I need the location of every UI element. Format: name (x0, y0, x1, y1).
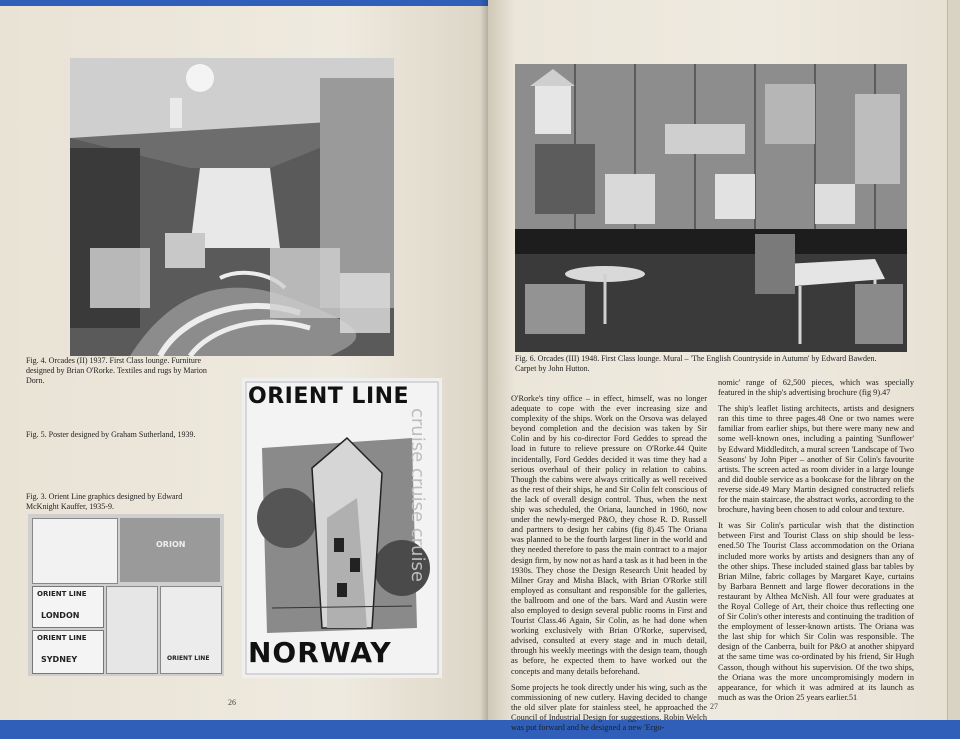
poster-side-text: cruise cruise cruise (407, 408, 428, 582)
poster-destination: NORWAY (248, 636, 392, 669)
graphic-card-right (160, 586, 222, 674)
fig4-caption: Fig. 4. Orcades (II) 1937. First Class lounge. Furniture designed by Brian O'Rorke. Textiles and rugs by Marion Dorn. (26, 356, 207, 385)
paragraph: It was Sir Colin's particular wish that the distinction between First and Tourist Class on ship should be less-ened.50 The Tourist Class accommodation on the Oriana included more works by artists and designers than any of the other ships. These included stained glass bar tables by Brian Milne, fabric collages by Margaret Kaye, curtains by Barbara Bennett and large flower decorations in the restaurant by Althea McNish. All four were graduates at the Royal College of Art, their choice thus reflecting one of Sir Colin's other interests and continuing the tradition of the employment of lesser-known artists. The Oriana was the last ship for which Sir Colin was responsible. The design of the Canberra, built for P&O at another shipyard at the same time was co-ordinated by his friend, Sir Hugh Casson, though without his supervision. Of the two ships, the Oriana was the more uncompromisingly modern in appearance, for which it was admired at its launch as much as was the Orion 25 years earlier.51 (718, 521, 914, 702)
orient-line-label: ORIENT LINE (37, 590, 87, 598)
graphic-card-1 (32, 518, 118, 584)
graphic-card-mid (106, 586, 158, 674)
london-label: LONDON (41, 611, 80, 620)
fig3-graphics-collage (28, 514, 224, 676)
page-number-left: 26 (228, 698, 236, 707)
text-column-2 (718, 378, 914, 709)
fig5-poster (242, 378, 442, 678)
page-number-right: 27 (710, 702, 718, 711)
left-page (0, 6, 488, 720)
right-page (488, 0, 948, 732)
fig4-lounge-photo (70, 58, 394, 356)
book-edge (947, 0, 960, 720)
paragraph: The ship's leaflet listing architects, artists and designers ran this time to three pages.48 One or two names were familiar from earlier ships, but there were many new and some well-known ones, including a painting 'Sunflower' by Edward Middleditch, a mural screen 'Landscape of Two Seasons' by John Piper – another of Sir Colin's favourite artists. The screen acted as room divider in a large lounge and did double service as a bookcase for the library on the reverse side.49 Mary Martin designed constructed reliefs for the main staircase, the abstract works, according to the brochure, having been chosen to add colour and texture. (718, 404, 914, 515)
paragraph: nomic' range of 62,500 pieces, which was specially featured in the ship's advertising brochure (fig 9).47 (718, 378, 914, 398)
graphic-card-sydney (32, 630, 104, 674)
graphic-card-orion (120, 518, 220, 582)
orient-line-label: ORIENT LINE (167, 655, 210, 662)
fig5-caption: Fig. 5. Poster designed by Graham Sutherland, 1939. (26, 430, 196, 439)
paragraph: Some projects he took directly under his wing, such as the commissioning of new cutlery. Having decided to change the old silver plate for stainless steel, he approached the Council of Industrial Design for suggestions. Robin Welch was put forward and he designed a new 'Ergo- (511, 682, 707, 732)
paragraph: O'Rorke's tiny office – in effect, himself, was no longer adequate to cope with the ever increasing size and complexity of the ships. Work on the Orsova was delayed beyond completion and the decision was taken by Sir Colin and by his co-director Ford Geddes to spread the load in future to relieve pressure on O'Rorke.44 Quite incidentally, Ford Geddes decided it was time they had a serious overhaul of their policy in relation to cabins. Though the cabins were always critically as well received as the rest of their ships, he and Sir Colin felt conscious of the lack of overall design control. Thus, when the next ship was scheduled, the Oriana, launched in 1960, now under the newly-merged P&O, they chose R. D. Russell and partners to design her cabins (fig 8).45 The Oriana was planned to be the fourth largest liner in the world and they needed therefore to pass the main contract to a major design firm, by now not as hard a task as it had been in the 1930s. They chose the Design Research Unit headed by Milner Gray and Misha Black, with Brian O'Rorke still employed as consultant and responsible for the galleries, the ballroom and one of the bars. Ward and Austin were also employed to design several public rooms in First and Tourist Class.46 Again, Sir Colin, as he had done when working exclusively with Brian O'Rorke, supervised, advised, consulted at every stage and in much detail, through his weekly meetings with the design team, though as before, he expected them to have worked out the concepts and many details beforehand. (511, 394, 707, 676)
graphic-card-london (32, 586, 104, 628)
text-column-1 (511, 394, 707, 739)
sydney-label: SYDNEY (41, 655, 78, 664)
fig3-caption: Fig. 3. Orient Line graphics designed by Edward McKnight Kauffer, 1935-9. (26, 492, 183, 511)
poster-headline: ORIENT LINE (248, 384, 410, 409)
orion-label: ORION (156, 540, 186, 549)
fig6-mural-photo (515, 64, 907, 352)
orient-line-label: ORIENT LINE (37, 634, 87, 642)
fig6-caption: Fig. 6. Orcades (III) 1948. First Class lounge. Mural – 'The English Countryside in Autumn' by Edward Bawden. Carpet by John Hutton. (515, 354, 877, 373)
